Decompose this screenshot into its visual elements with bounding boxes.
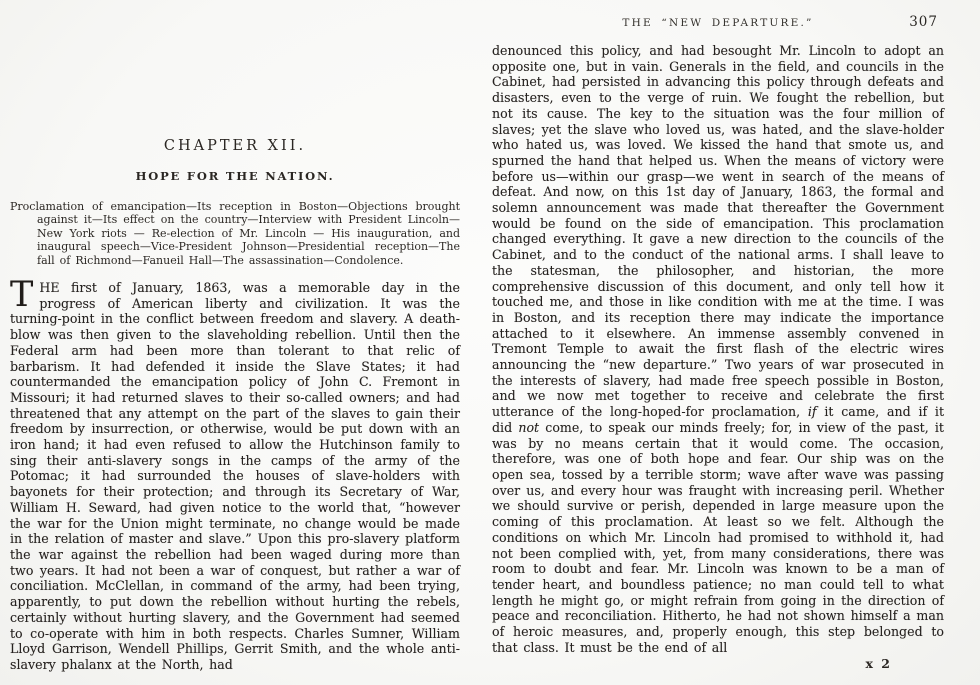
body-text-left-content: HE first of January, 1863, was a memorable day in the progress of American liberty and civilization. It was the turning-point in the conflict between freedom and slavery. A death-blow was then given to the slaveholding rebellion. Until then the Federal arm had been more than tolerant to that relic of barbarism. It had defended it inside the Slave States; it had countermanded the emancipation policy of John C. Fremont in Missouri; it had returned slaves to their so-called owners; and had threatened that any attempt on the part of the slaves to gain their freedom by insurrection, or otherwise, would be put down with an iron hand; it had even refused to allow the Hutchinson family to sing their anti-slavery songs in the camps of the army of the Potomac; it had surrounded the houses of slave-holders with bayonets for their protection; and through its Secretary of War, William H. Seward, had given notice to the world that, “however the war for the Union might terminate, no change would be made in the relation of master and slave.” Upon this pro-slavery platform the war against the rebellion had been waged during more than two years. It had not been a war of conquest, but rather a war of conciliation. McClellan, in command of the army, had been trying, apparently, to put down the rebellion without hurting the rebels, certainly without hurting slavery, and the Government had seemed to co-operate with him in both respects. Charles Sumner, William Lloyd Garrison, Wendell Phillips, Gerrit Smith, and the whole anti-slavery phalanx at the North, had <box>10 280 460 672</box>
section-heading: HOPE FOR THE NATION. <box>135 169 335 183</box>
right-page <box>492 0 944 671</box>
chapter-synopsis: Proclamation of emancipation—Its reception in Boston—Objections brought against it—Its effect on the country—Interview with President Lincoln—New York riots — Re-election of Mr. Lincoln — His inauguration, and inaugural speech—Vice-President Johnson—Presidential reception—The fall of Richmond—Fanueil Hall—The assassination—Condolence. <box>10 200 460 267</box>
running-header <box>492 0 944 29</box>
drop-cap: T <box>10 275 34 316</box>
printer-signature-mark: x 2 <box>865 656 892 672</box>
body-text-left <box>10 275 460 673</box>
page-number: 307 <box>909 14 938 30</box>
body-text-right: denounced this policy, and had besought Mr. Lincoln to adopt an opposite one, but in vain. Generals in the field, and councils in the Cabinet, had persisted in advancing this policy through defeats and disasters, even to the verge of ruin. We fought the rebellion, but not its cause. The key to the situation was the four million of slaves; yet the slave who loved us, was hated, and the slave-holder who hated us, was loved. We kissed the hand that smote us, and spurned the hand that helped us. When the means of victory were before us—within our grasp—we went in search of the means of defeat. And now, on this 1st day of January, 1863, the formal and solemn announcement was made that thereafter the Government would be found on the side of emancipation. This proclamation changed everything. It gave a new direction to the councils of the Cabinet, and to the conduct of the national arms. I shall leave to the statesman, the philosopher, and historian, the more comprehensive discussion of this document, and only tell how it touched me, and those in like condition with me at the time. I was in Boston, and its reception there may indicate the importance attached to it elsewhere. An immense assembly convened in Tremont Temple to await the first flash of the electric wires announcing the “new departure.” Two years of war prosecuted in the interests of slavery, had made free speech possible in Boston, and we now met together to receive and celebrate the first utterance of the long-hoped-for proclamation, if it came, and if it did not come, to speak our minds freely; for, in view of the past, it was by no means certain that it would come. The occasion, therefore, was one of both hope and fear. Our ship was on the open sea, tossed by a terrible storm; wave after wave was passing over us, and every hour was fraught with increasing peril. Whether we should survive or perish, depended in large measure upon the coming of this proclamation. At least so we felt. Although the conditions on which Mr. Lincoln had promised to withhold it, had not been complied with, yet, from many considerations, there was room to doubt and fear. Mr. Lincoln was known to be a man of tender heart, and boundless patience; no man could tell to what length he might go, or might refrain from going in the direction of peace and reconciliation. Hitherto, he had not shown himself a man of heroic measures, and, properly enough, this step belonged to that class. It must be the end of all <box>492 43 944 655</box>
running-header-title: THE “NEW DEPARTURE.” <box>622 17 814 29</box>
left-page <box>10 0 460 673</box>
chapter-heading: CHAPTER XII. <box>163 138 307 154</box>
